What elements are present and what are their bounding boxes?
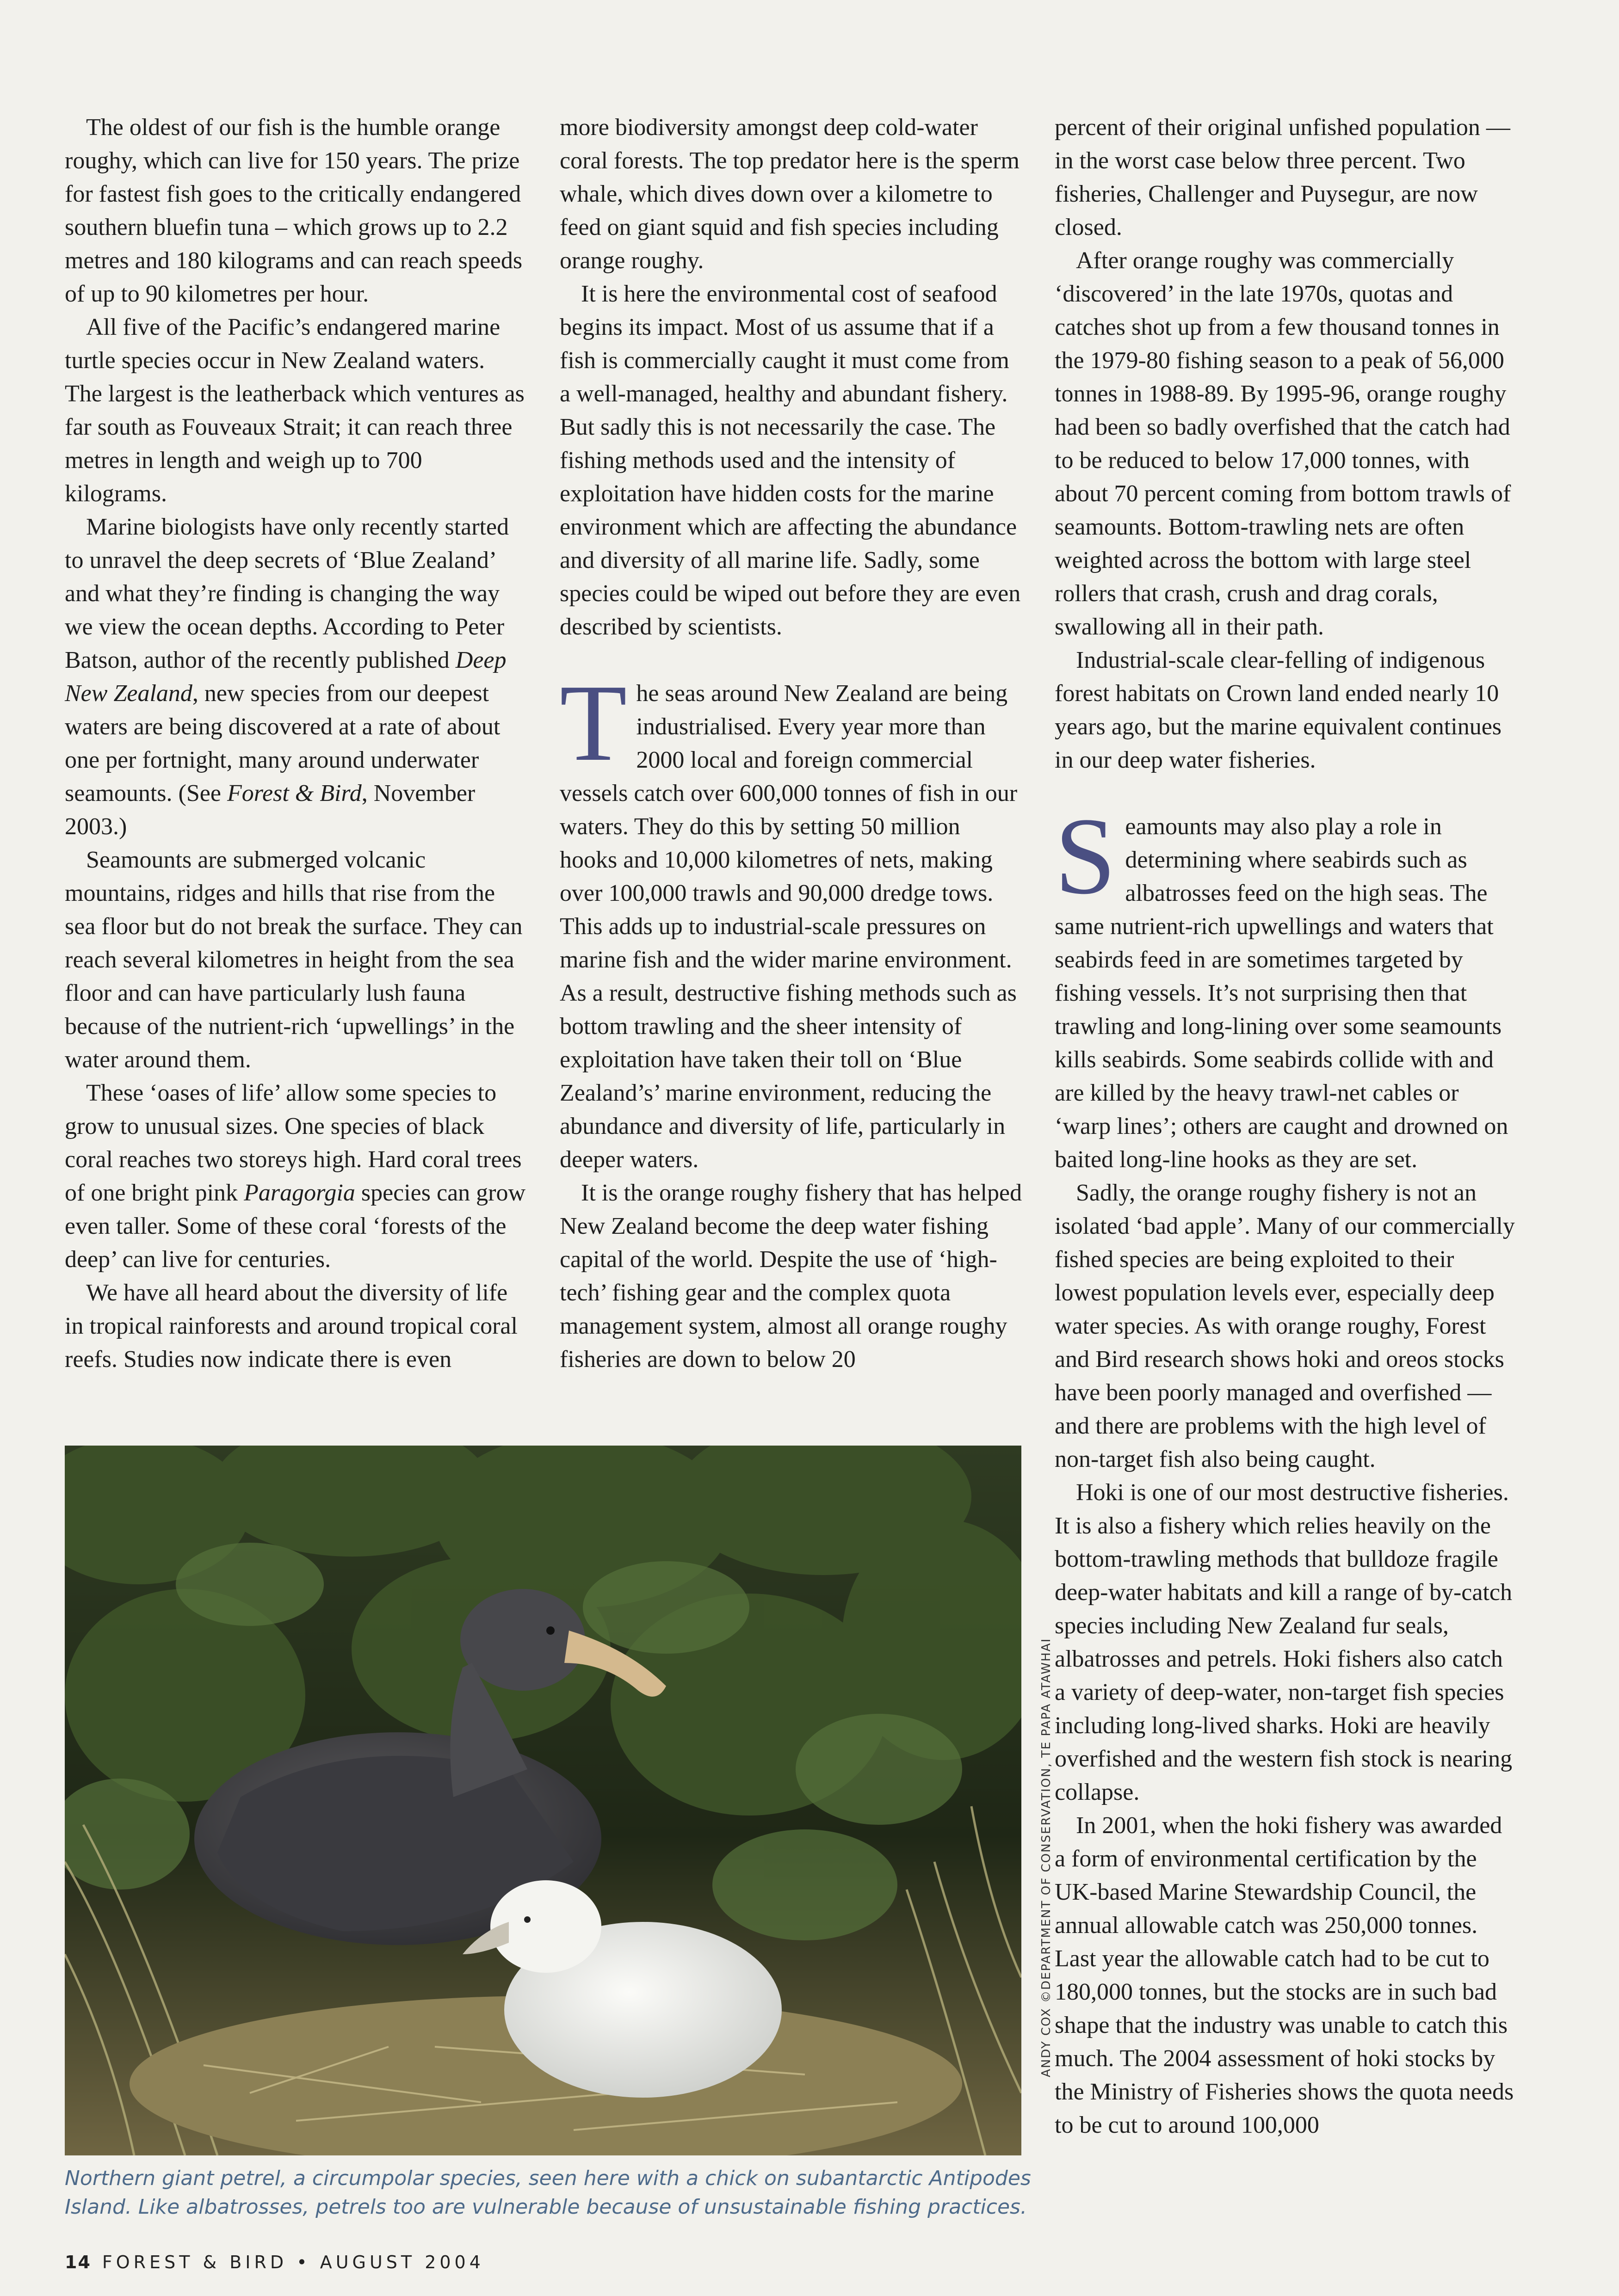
- drop-cap: S: [1055, 795, 1116, 917]
- petrel-photo: [65, 1446, 1021, 2155]
- running-head: FOREST & BIRD • AUGUST 2004: [102, 2252, 484, 2272]
- paragraph: We have all heard about the diversity of life in tropical rainforests and around tropical coral reefs. Studies now indicate there is even: [65, 1280, 518, 1373]
- paragraph: Marine biologists have only recently started to unravel the deep secrets of ‘Blue Zealand’ and what they’re finding is changing the way we view the ocean depths. According to Peter Batson, author of the recently published Deep New Zealand, new species from our deepest waters are being discovered at a rate of about one per fortnight, many around underwater seamounts. (See Forest & Bird, November 2003.): [65, 514, 509, 840]
- text-column-1: [65, 111, 527, 1376]
- paragraph: The seas around New Zealand are being industrialised. Every year more than 2000 local and foreign commercial vessels catch over 600,000 tonnes of fish in our waters. They do this by setting 50 million hooks and 10,000 kilometres of nets, making over 100,000 trawls and 90,000 dredge tows. This adds up to industrial-scale pressures on marine fish and the wider marine environment. As a result, destructive fishing methods such as bottom trawling and the sheer intensity of exploitation have taken their toll on ‘Blue Zealand’s’ marine environment, reducing the abundance and diversity of life, particularly in deeper waters.: [560, 662, 1018, 1173]
- paragraph: more biodiversity amongst deep cold-water coral forests. The top predator here is the sperm whale, which dives down over a kilometre to feed on giant squid and fish species including orange roughy.: [560, 114, 1020, 274]
- paragraph: Seamounts are submerged volcanic mountains, ridges and hills that rise from the sea floor but do not break the surface. They can reach several kilometres in height from the sea floor and can have particularly lush fauna because of the nutrient-rich ‘upwellings’ in the water around them.: [65, 847, 523, 1073]
- photo-caption: Northern giant petrel, a circumpolar species, seen here with a chick on subantarctic Antipodes Island. Like albatrosses, petrels too are vulnerable because of unsustainable fishing practices.: [65, 2167, 1031, 2219]
- paragraph: Industrial-scale clear-felling of indigenous forest habitats on Crown land ended nearly 10 years ago, but the marine equivalent continues in our deep water fisheries.: [1055, 647, 1502, 773]
- drop-cap: T: [560, 662, 627, 784]
- genus-name: Paragorgia: [244, 1180, 355, 1206]
- paragraph: Hoki is one of our most destructive fisheries. It is also a fishery which relies heavily on the bottom-trawling methods that bulldoze fragile deep-water habitats and kill a range of by-catch species including New Zealand fur seals, albatrosses and petrels. Hoki fishers also catch a variety of deep-water, non-target fish species including long-lived sharks. Hoki are heavily overfished and the western fish stock is nearing collapse.: [1055, 1479, 1513, 1805]
- paragraph: It is here the environmental cost of seafood begins its impact. Most of us assume that if a fish is commercially caught it must come from a well-managed, healthy and abundant fishery. But sadly this is not necessarily the case. The fishing methods used and the intensity of exploitation have hidden costs for the marine environment which are affecting the abundance and diversity of all marine life. Sadly, some species could be wiped out before they are even described by scientists.: [560, 281, 1021, 640]
- page-footer: [65, 2252, 484, 2272]
- text-column-3: [1055, 111, 1517, 2142]
- paragraph: These ‘oases of life’ allow some species to grow to unusual sizes. One species of black coral reaches two storeys high. Hard coral trees of one bright pink Paragorgia species can grow even taller. Some of these coral ‘forests of the deep’ can live for centuries.: [65, 1080, 526, 1273]
- paragraph: Sadly, the orange roughy fishery is not an isolated ‘bad apple’. Many of our commercially fished species are being exploited to their lowest population levels ever, especially deep water species. As with orange roughy, Forest and Bird research shows hoki and oreos stocks have been poorly managed and overfished — and there are problems with the high level of non-target fish also being caught.: [1055, 1180, 1515, 1472]
- magazine-title: Forest & Bird: [227, 780, 362, 806]
- paragraph: Seamounts may also play a role in determining where seabirds such as albatrosses feed on the high seas. The same nutrient-rich upwellings and waters that seabirds feed in are sometimes targeted by fishing vessels. It’s not surprising then that trawling and long-lining over some seamounts kills seabirds. Some seabirds collide with and are killed by the heavy trawl-net cables or ‘warp lines’; others are caught and drowned on baited long-line hooks as they are set.: [1055, 795, 1508, 1173]
- paragraph: It is the orange roughy fishery that has helped New Zealand become the deep water fishing capital of the world. Despite the use of ‘high-tech’ fishing gear and the complex quota management system, almost all orange roughy fisheries are down to below 20: [560, 1180, 1022, 1373]
- photo-credit: ANDY COX ©DEPARTMENT OF CONSERVATION, TE PAPA ATAWHAI: [1039, 1637, 1053, 2077]
- paragraph: The oldest of our fish is the humble orange roughy, which can live for 150 years. The prize for fastest fish goes to the critically endangered southern bluefin tuna – which grows up to 2.2 metres and 180 kilograms and can reach speeds of up to 90 kilometres per hour.: [65, 114, 523, 307]
- paragraph: After orange roughy was commercially ‘discovered’ in the late 1970s, quotas and catches shot up from a few thousand tonnes in the 1979-80 fishing season to a peak of 56,000 tonnes in 1988-89. By 1995-96, orange roughy had been so badly overfished that the catch had to be reduced to below 17,000 tonnes, with about 70 percent coming from bottom trawls of seamounts. Bottom-trawling nets are often weighted across the bottom with large steel rollers that crash, crush and drag corals, swallowing all in their path.: [1055, 247, 1511, 640]
- book-title: Deep New Zealand: [65, 647, 507, 707]
- paragraph: percent of their original unfished population — in the worst case below three percent. Two fisheries, Challenger and Puysegur, are now closed.: [1055, 114, 1510, 240]
- text-column-2: [560, 111, 1022, 1376]
- paragraph: In 2001, when the hoki fishery was awarded a form of environmental certification by the UK-based Marine Stewardship Council, the annual allowable catch was 250,000 tonnes. Last year the allowable catch had to be cut to 180,000 tonnes, but the stocks are in such bad shape that the industry was unable to catch this much. The 2004 assessment of hoki stocks by the Ministry of Fisheries shows the quota needs to be cut to around 100,000: [1055, 1812, 1514, 2138]
- paragraph: All five of the Pacific’s endangered marine turtle species occur in New Zealand waters. The largest is the leatherback which ventures as far south as Fouveaux Strait; it can reach three metres in length and weigh up to 700 kilograms.: [65, 314, 525, 507]
- page-number: 14: [65, 2252, 91, 2272]
